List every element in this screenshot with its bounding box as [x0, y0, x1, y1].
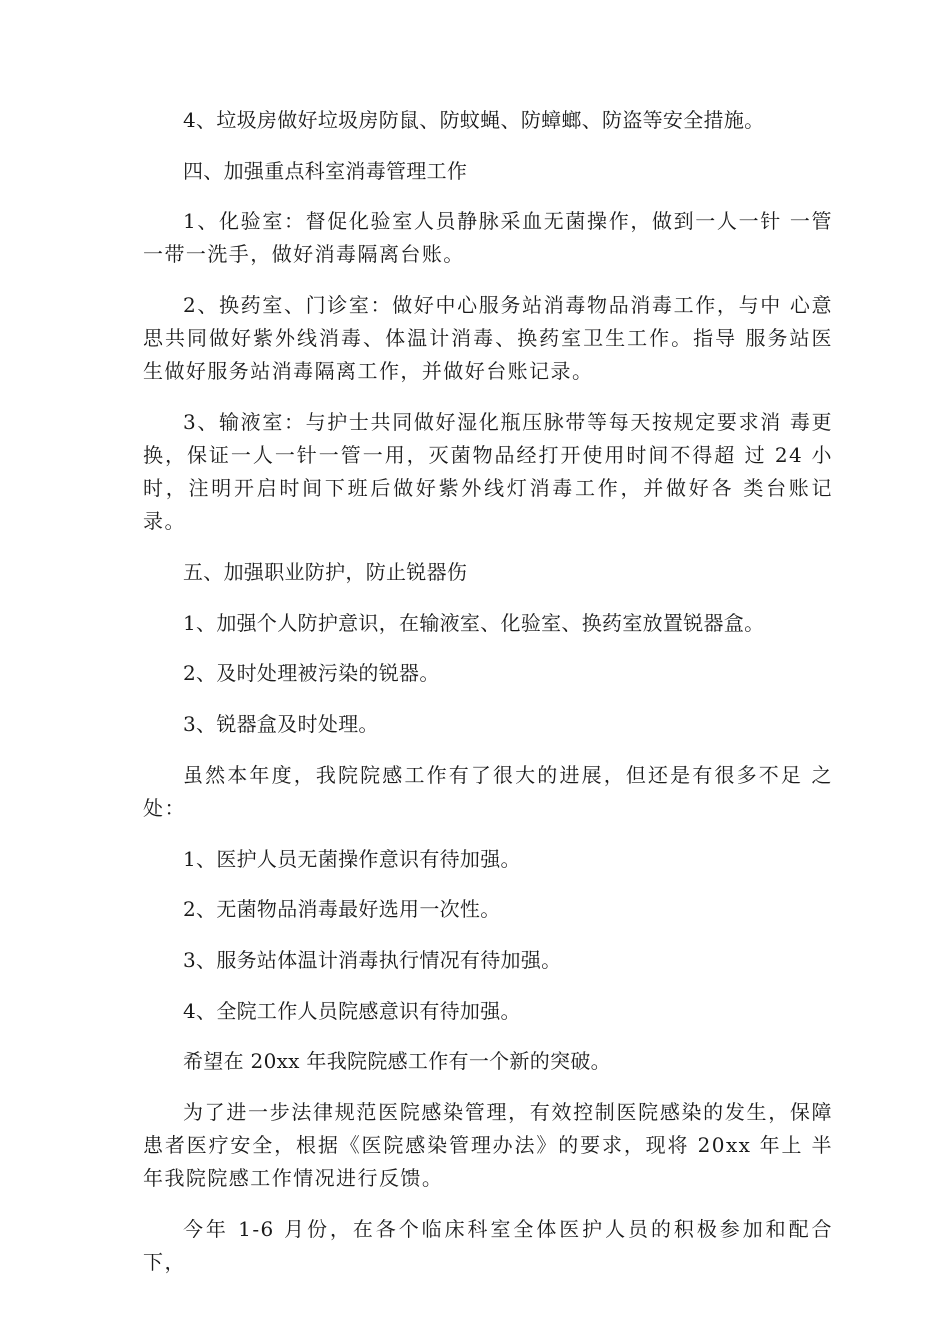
paragraph-protection-awareness: 1、加强个人防护意识，在输液室、化验室、换药室放置锐器盒。	[183, 610, 765, 635]
paragraph-laboratory: 1、化验室：督促化验室人员静脉采血无菌操作，做到一人一针 一管一带一洗手，做好消毒隔离台账。	[143, 209, 833, 267]
paragraph-hope-breakthrough: 希望在 20xx 年我院院感工作有一个新的突破。	[183, 1049, 611, 1074]
document-body	[143, 104, 833, 1297]
paragraph-shortcomings-intro: 虽然本年度，我院院感工作有了很大的进展，但还是有很多不足 之处：	[143, 762, 833, 820]
paragraph-staff-awareness: 4、全院工作人员院感意识有待加强。	[183, 998, 521, 1023]
paragraph-half-year-feedback: 为了进一步法律规范医院感染管理，有效控制医院感染的发生，保障患者医疗安全，根据《医院感染管理办法》的要求，现将 20xx 年上 半年我院院感工作情况进行反馈。	[143, 1099, 833, 1191]
paragraph-garbage-room-measures: 4、垃圾房做好垃圾房防鼠、防蚊蝇、防蟑螂、防盗等安全措施。	[183, 108, 765, 132]
heading-disinfection-management: 四、加强重点科室消毒管理工作	[183, 158, 468, 183]
heading-occupational-protection: 五、加强职业防护，防止锐器伤	[183, 560, 468, 584]
paragraph-dressing-room: 2、换药室、门诊室：做好中心服务站消毒物品消毒工作，与中 心意思共同做好紫外线消毒、体温计消毒、换药室卫生工作。指导 服务站医生做好服务站消毒隔离工作，并做好台账记录。	[143, 293, 833, 384]
paragraph-aseptic-awareness: 1、医护人员无菌操作意识有待加强。	[183, 846, 521, 871]
paragraph-thermometer-disinfection: 3、服务站体温计消毒执行情况有待加强。	[183, 947, 562, 972]
paragraph-jan-june: 今年 1-6 月份，在各个临床科室全体医护人员的积极参加和配合 下，	[143, 1216, 833, 1274]
paragraph-contaminated-sharps: 2、及时处理被污染的锐器。	[183, 661, 440, 686]
paragraph-disposable-items: 2、无菌物品消毒最好选用一次性。	[183, 897, 501, 922]
paragraph-infusion-room: 3、输液室：与护士共同做好湿化瓶压脉带等每天按规定要求消 毒更换，保证一人一针一管一用，灭菌物品经打开使用时间不得超 过 24 小时，注明开启时间下班后做好紫外线灯消毒工作，并做好各 类台账记录。	[143, 410, 833, 534]
paragraph-sharps-box: 3、锐器盒及时处理。	[183, 712, 379, 737]
